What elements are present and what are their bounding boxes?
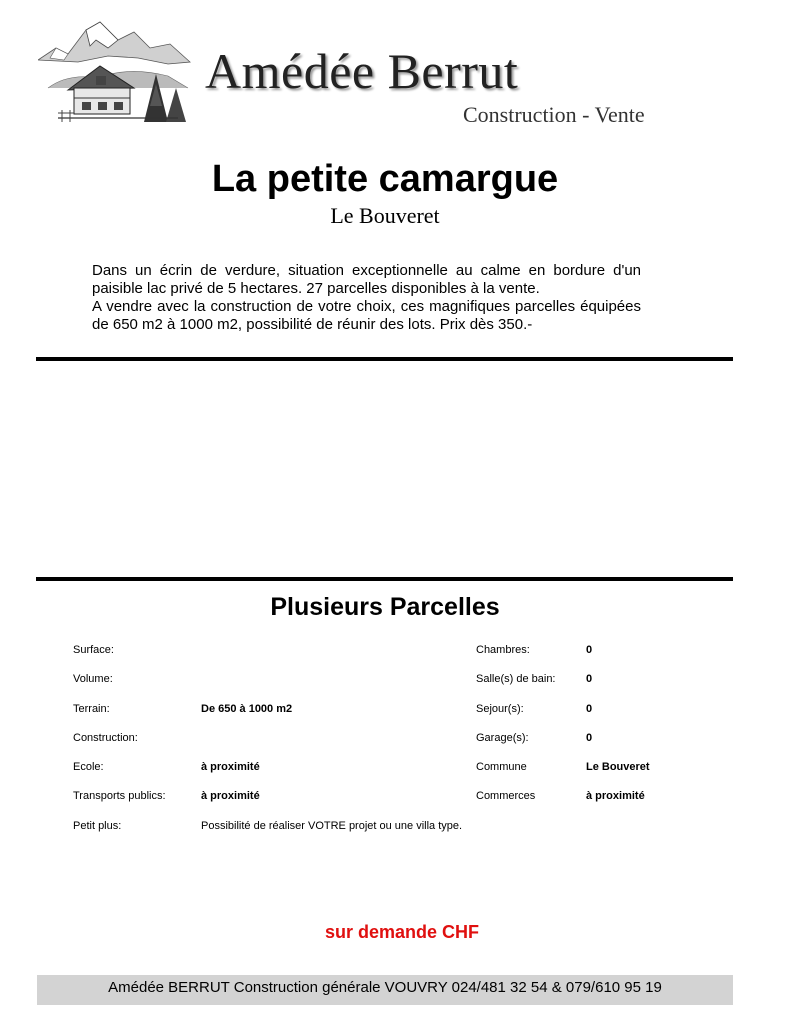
footer-contact: Amédée BERRUT Construction générale VOUVRY 024/481 32 54 & 079/610 95 19 xyxy=(37,975,733,1005)
price-text: sur demande CHF xyxy=(324,922,480,942)
detail-label: Petit plus: xyxy=(73,820,122,832)
detail-label: Terrain: xyxy=(73,703,110,715)
detail-label: Commerces xyxy=(476,790,536,802)
detail-value: à proximité xyxy=(201,790,260,802)
property-location: Le Bouveret xyxy=(330,203,440,228)
detail-label: Garage(s): xyxy=(476,732,529,744)
brand-name: Amédée Berrut xyxy=(205,43,519,99)
description-paragraph: Dans un écrin de verdure, situation exceptionnelle au calme en bordure d'un paisible lac privé de 5 hectares. 27 parcelles disponibles à la vente. xyxy=(92,262,641,297)
property-description xyxy=(92,262,641,334)
detail-value: 0 xyxy=(586,732,593,744)
section-title: Plusieurs Parcelles xyxy=(270,593,500,621)
detail-value: De 650 à 1000 m2 xyxy=(201,703,293,715)
divider xyxy=(36,357,733,361)
detail-label: Ecole: xyxy=(73,761,104,773)
detail-value: Possibilité de réaliser VOTRE projet ou une villa type. xyxy=(201,820,463,832)
detail-label: Volume: xyxy=(73,673,113,685)
detail-label: Sejour(s): xyxy=(476,703,524,715)
detail-value: 0 xyxy=(586,673,593,685)
detail-value: à proximité xyxy=(586,790,645,802)
chalet-mountain-logo xyxy=(38,18,198,126)
detail-value: 0 xyxy=(586,644,593,656)
detail-label: Salle(s) de bain: xyxy=(476,673,556,685)
detail-label: Surface: xyxy=(73,644,114,656)
detail-label: Construction: xyxy=(73,732,138,744)
description-paragraph: A vendre avec la construction de votre choix, ces magnifiques parcelles équipées de 650 m2 à 1000 m2, possibilité de réunir des lots. Prix dès 350.- xyxy=(92,298,641,333)
detail-label: Transports publics: xyxy=(73,790,166,802)
detail-value: 0 xyxy=(586,703,593,715)
brand-subtitle: Construction - Vente xyxy=(463,102,645,127)
property-title: La petite camargue xyxy=(211,158,559,200)
divider xyxy=(36,577,733,581)
detail-label: Chambres: xyxy=(476,644,530,656)
detail-label: Commune xyxy=(476,761,527,773)
detail-value: à proximité xyxy=(201,761,260,773)
detail-value: Le Bouveret xyxy=(586,761,650,773)
